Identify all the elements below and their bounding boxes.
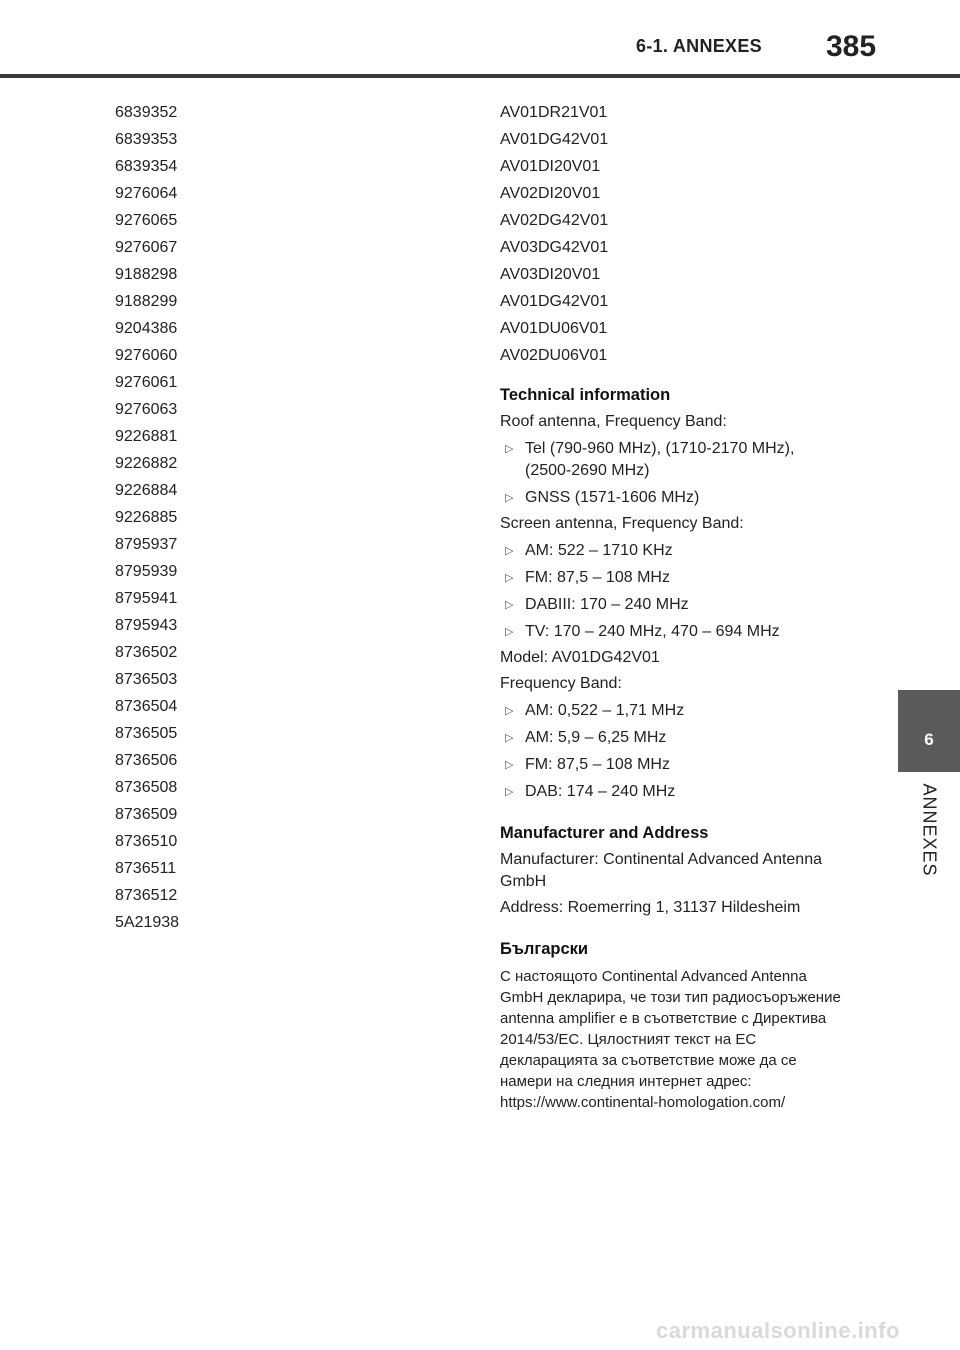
bullet-text: AM: 522 – 1710 KHz xyxy=(525,542,673,559)
bullet-text: Tel (790-960 MHz), (1710-2170 MHz), (2500-2690 MHz) xyxy=(525,440,795,479)
manufacturer-line: Manufacturer: Continental Advanced Antenna GmbH xyxy=(500,851,822,890)
bullet-text: DAB: 174 – 240 MHz xyxy=(525,783,676,800)
bullet-triangle-icon: ▷ xyxy=(505,572,514,584)
manufacturer-heading: Manufacturer and Address xyxy=(500,824,709,842)
part-number: 9226882 xyxy=(115,455,178,472)
part-number: 9276061 xyxy=(115,374,178,391)
part-number: 8736510 xyxy=(115,833,178,850)
part-number: 8736505 xyxy=(115,725,178,742)
bullet-triangle-icon: ▷ xyxy=(505,492,514,504)
chapter-tab xyxy=(898,690,960,772)
bullet-triangle-icon: ▷ xyxy=(505,732,514,744)
model-number: AV02DU06V01 xyxy=(500,347,608,364)
part-number: 9276060 xyxy=(115,347,178,364)
model-number: AV03DG42V01 xyxy=(500,239,609,256)
part-number: 9188298 xyxy=(115,266,178,283)
bullet-text: AM: 0,522 – 1,71 MHz xyxy=(525,702,685,719)
model-number: AV01DR21V01 xyxy=(500,104,608,121)
chapter-tab-number: 6 xyxy=(924,730,934,749)
frequency-band-label: Frequency Band: xyxy=(500,675,622,692)
bullet-text: DABIII: 170 – 240 MHz xyxy=(525,596,689,613)
part-number: 5A21938 xyxy=(115,914,180,931)
bullet-item xyxy=(500,700,845,722)
model-list xyxy=(500,99,845,369)
part-number: 6839352 xyxy=(115,104,178,121)
bullet-item xyxy=(500,594,845,616)
part-number: 8736509 xyxy=(115,806,178,823)
bullet-triangle-icon: ▷ xyxy=(505,626,514,638)
part-number: 6839354 xyxy=(115,158,178,175)
part-number: 9188299 xyxy=(115,293,178,310)
model-number: AV02DI20V01 xyxy=(500,185,601,202)
part-number: 9276067 xyxy=(115,239,178,256)
model-number: AV01DG42V01 xyxy=(500,131,609,148)
part-number: 9276063 xyxy=(115,401,178,418)
bullet-item xyxy=(500,727,845,749)
part-number: 8736506 xyxy=(115,752,178,769)
part-number: 8795937 xyxy=(115,536,178,553)
bullet-triangle-icon: ▷ xyxy=(505,786,514,798)
part-number: 8736504 xyxy=(115,698,178,715)
part-number: 9226881 xyxy=(115,428,178,445)
model-number: AV01DI20V01 xyxy=(500,158,601,175)
part-number: 9204386 xyxy=(115,320,178,337)
bullet-triangle-icon: ▷ xyxy=(505,759,514,771)
bullet-text: AM: 5,9 – 6,25 MHz xyxy=(525,729,667,746)
part-number: 8795939 xyxy=(115,563,178,580)
roof-antenna-label: Roof antenna, Frequency Band: xyxy=(500,413,727,430)
frequency-band-list xyxy=(500,700,845,803)
bullet-item xyxy=(500,621,845,643)
bullet-item xyxy=(500,781,845,803)
bullet-item xyxy=(500,567,845,589)
part-number: 8736508 xyxy=(115,779,178,796)
bullet-text: GNSS (1571-1606 MHz) xyxy=(525,489,700,506)
part-number: 8736503 xyxy=(115,671,178,688)
model-number: AV01DG42V01 xyxy=(500,293,609,310)
part-number: 9276064 xyxy=(115,185,178,202)
part-number: 8736511 xyxy=(115,860,177,877)
bullet-triangle-icon: ▷ xyxy=(505,705,514,717)
screen-band-list xyxy=(500,540,845,643)
right-column xyxy=(500,99,845,1113)
bulgarian-heading: Български xyxy=(500,940,589,958)
part-number: 6839353 xyxy=(115,131,178,148)
part-number: 8795943 xyxy=(115,617,178,634)
bullet-item xyxy=(500,754,845,776)
chapter-side-label: ANNEXES xyxy=(919,783,940,877)
watermark: carmanualsonline.info xyxy=(656,1318,900,1343)
part-number: 8795941 xyxy=(115,590,178,607)
page-number: 385 xyxy=(826,30,877,63)
model-number: AV02DG42V01 xyxy=(500,212,609,229)
part-number: 9226885 xyxy=(115,509,178,526)
bullet-triangle-icon: ▷ xyxy=(505,599,514,611)
part-number: 9276065 xyxy=(115,212,178,229)
bullet-text: FM: 87,5 – 108 MHz xyxy=(525,756,670,773)
part-number: 8736512 xyxy=(115,887,178,904)
part-number: 9226884 xyxy=(115,482,178,499)
bullet-triangle-icon: ▷ xyxy=(505,545,514,557)
roof-band-list xyxy=(500,438,845,509)
model-line: Model: AV01DG42V01 xyxy=(500,649,660,666)
part-number-list xyxy=(115,99,179,936)
bulgarian-declaration: С настоящото Continental Advanced Antenna GmbH декларира, че този тип радиосъоръжение antenna amplifier е в съответствие с Директива 2014/53/ЕС. Цялостният текст на ЕС декларацията за съответствие може да се намери на следния интернет адрес: https://www.continental-homologation.com/ xyxy=(500,968,841,1111)
screen-antenna-label: Screen antenna, Frequency Band: xyxy=(500,515,744,532)
bullet-item xyxy=(500,487,845,509)
part-number: 8736502 xyxy=(115,644,178,661)
section-title: 6-1. ANNEXES xyxy=(636,36,762,56)
bullet-item xyxy=(500,540,845,562)
model-number: AV01DU06V01 xyxy=(500,320,608,337)
technical-heading: Technical information xyxy=(500,386,671,404)
address-line: Address: Roemerring 1, 31137 Hildesheim xyxy=(500,899,801,916)
bullet-item xyxy=(500,438,845,482)
header-rule xyxy=(0,74,960,78)
bullet-text: TV: 170 – 240 MHz, 470 – 694 MHz xyxy=(525,623,780,640)
model-number: AV03DI20V01 xyxy=(500,266,601,283)
bullet-triangle-icon: ▷ xyxy=(505,443,514,455)
bullet-text: FM: 87,5 – 108 MHz xyxy=(525,569,670,586)
